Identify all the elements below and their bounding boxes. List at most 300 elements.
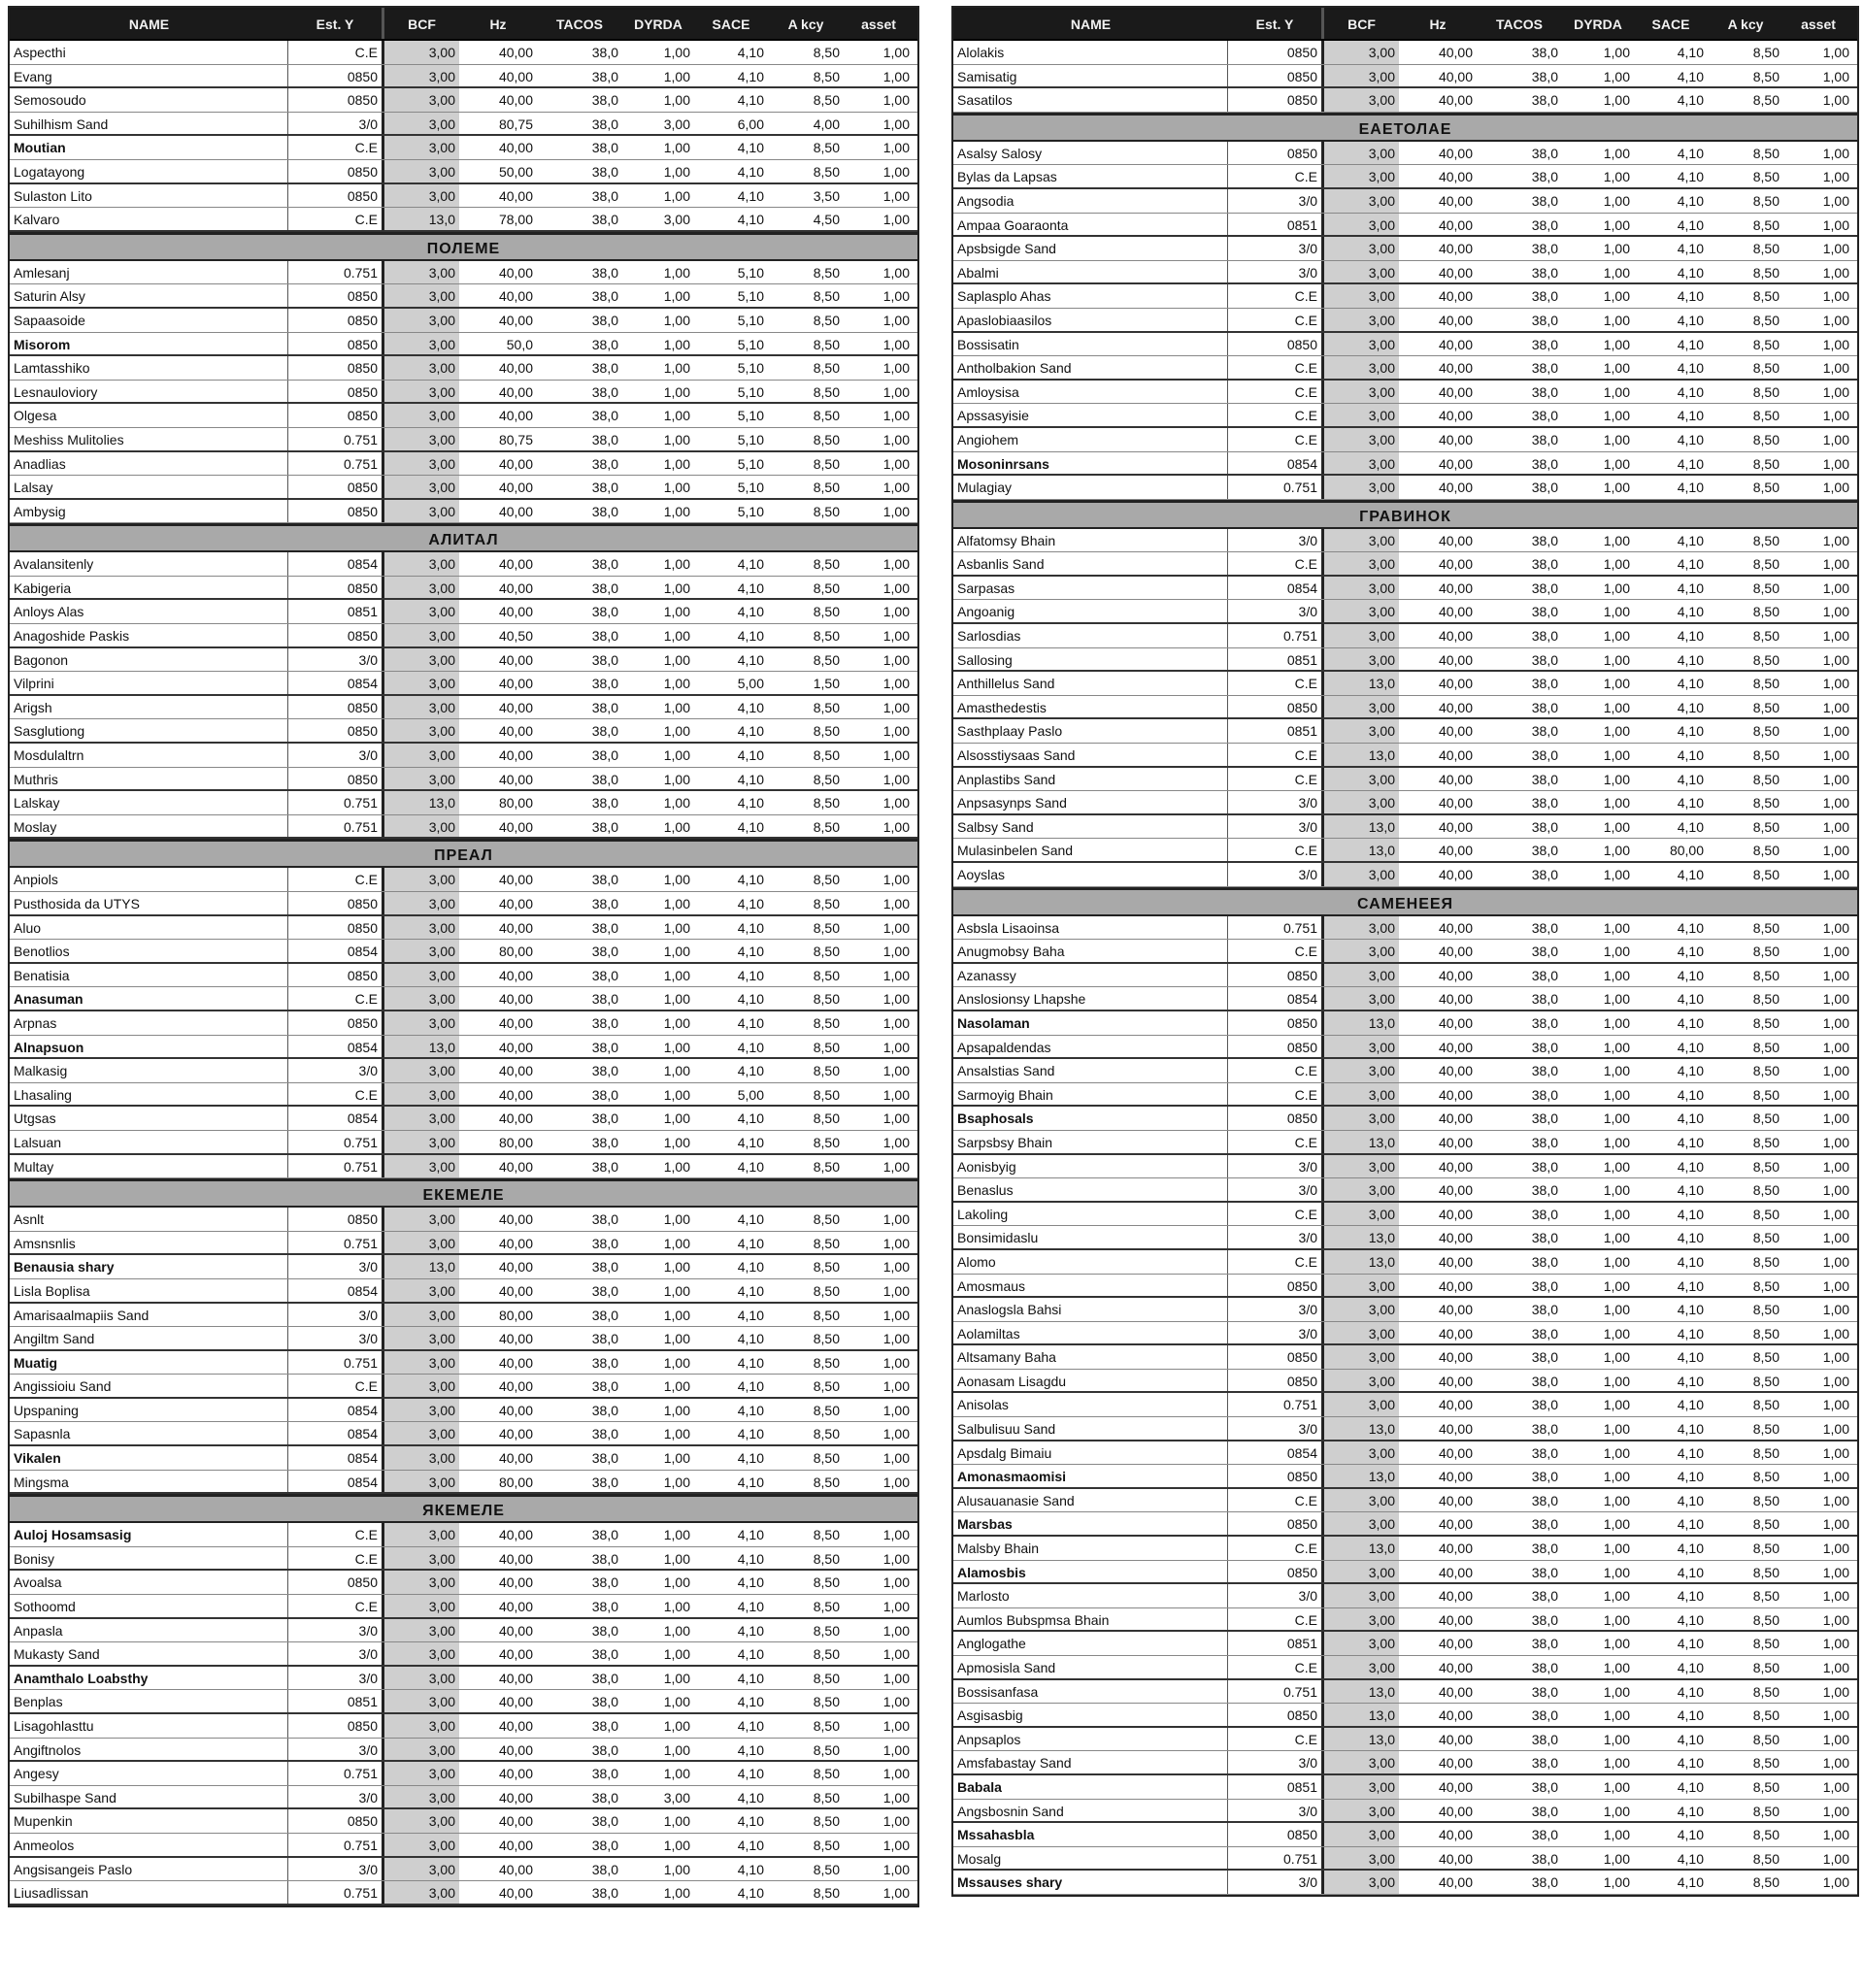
row-value: 8,50	[1752, 1086, 1780, 1103]
row-value: 40,00	[1438, 480, 1473, 496]
row-value: 0850	[347, 771, 378, 787]
row-value: 40,00	[1438, 431, 1473, 447]
row-value: 3,00	[382, 160, 459, 182]
row-value: 3/0	[1298, 867, 1317, 882]
row-name: Sasglutiong	[10, 719, 288, 742]
row-value: 38,0	[591, 556, 618, 573]
row-value: 5,10	[737, 408, 764, 424]
row-value: 1,00	[882, 1450, 910, 1467]
row-value: 38,0	[1531, 68, 1558, 84]
row-value: 1,00	[1603, 145, 1630, 161]
table-row	[10, 719, 917, 744]
table-row	[10, 160, 917, 184]
row-name: Pusthosida da UTYS	[10, 892, 288, 914]
row-value: 1,00	[1603, 68, 1630, 84]
row-value: 38,0	[1531, 1014, 1558, 1031]
row-value: 4,10	[737, 699, 764, 715]
table-row	[10, 696, 917, 720]
row-value: 1,00	[882, 1837, 910, 1853]
column-header: A kcy	[1727, 17, 1764, 32]
row-value: 8,50	[813, 818, 840, 835]
table-row	[953, 1656, 1857, 1680]
row-value: 0850	[1286, 45, 1317, 60]
row-value: 38,0	[591, 1134, 618, 1150]
row-name: Benausia shary	[10, 1255, 288, 1278]
table-row	[953, 1345, 1857, 1370]
row-value: 3,00	[663, 1789, 690, 1806]
row-value: 40,00	[1438, 241, 1473, 257]
row-value: 1,00	[663, 1307, 690, 1323]
row-value: 1,00	[663, 1694, 690, 1710]
row-value: 1,00	[663, 1474, 690, 1490]
row-value: 1,00	[1822, 628, 1849, 645]
row-value: 0850	[347, 1718, 378, 1734]
row-value: 1,00	[882, 312, 910, 328]
row-value: 0854	[347, 1282, 378, 1299]
section-title: ЕАЕТОЛАЕ	[953, 113, 1857, 142]
row-value: 13,0	[1321, 672, 1399, 695]
row-value: 4,10	[1677, 1660, 1704, 1675]
row-value: 1,00	[1603, 944, 1630, 960]
row-name: Arigsh	[10, 696, 288, 719]
row-value: 38,0	[591, 1086, 618, 1103]
row-value: 1,00	[663, 163, 690, 180]
row-value: 40,00	[1438, 532, 1473, 548]
table-row	[953, 1059, 1857, 1083]
row-value: 40,00	[498, 1158, 533, 1175]
row-value: 8,50	[813, 1063, 840, 1079]
row-value: 1,00	[1822, 867, 1849, 882]
row-value: C.E	[1294, 1731, 1317, 1747]
row-value: 8,50	[1752, 1827, 1780, 1843]
row-value: 40,00	[1438, 795, 1473, 812]
row-value: 8,50	[1752, 1874, 1780, 1891]
row-value: 1,00	[663, 1110, 690, 1127]
row-value: 1,00	[1603, 843, 1630, 859]
row-value: 40,00	[1438, 45, 1473, 60]
row-value: 1,00	[1603, 1588, 1630, 1605]
row-value: C.E	[1294, 408, 1317, 424]
row-value: 1,00	[1603, 628, 1630, 645]
row-value: 3,00	[1321, 1775, 1399, 1799]
row-value: 4,10	[1677, 1778, 1704, 1795]
table-row	[953, 815, 1857, 840]
row-value: 3,00	[1321, 1656, 1399, 1678]
row-value: 3,00	[382, 356, 459, 380]
row-value: 40,00	[1438, 408, 1473, 424]
row-name: Apsapaldendas	[953, 1036, 1228, 1058]
row-value: 1,00	[663, 628, 690, 645]
row-value: 40,00	[1438, 676, 1473, 692]
row-value: 0.751	[1282, 1850, 1317, 1867]
row-value: 1,00	[882, 360, 910, 377]
row-value: 40,00	[1438, 1731, 1473, 1747]
row-value: 1,00	[663, 1527, 690, 1543]
row-value: 3,00	[382, 768, 459, 790]
row-value: 0850	[1286, 1110, 1317, 1127]
row-value: 3,00	[382, 815, 459, 838]
row-value: 3/0	[1298, 604, 1317, 620]
row-value: 80,75	[498, 431, 533, 447]
row-name: Moslay	[10, 815, 288, 838]
row-value: 38,0	[591, 140, 618, 156]
row-value: 38,0	[591, 312, 618, 328]
row-value: 38,0	[1531, 699, 1558, 715]
table-row	[10, 815, 917, 840]
row-value: 1,00	[663, 288, 690, 305]
row-value: 8,50	[813, 408, 840, 424]
row-value: 8,50	[1752, 1349, 1780, 1366]
row-value: 3,00	[1321, 1751, 1399, 1773]
row-name: Suhilhism Sand	[10, 113, 288, 135]
column-header: DYRDA	[634, 17, 682, 32]
row-value: 3,00	[382, 136, 459, 159]
row-name: Bossisanfasa	[953, 1680, 1228, 1704]
table-row	[953, 768, 1857, 792]
row-value: 8,50	[1752, 1850, 1780, 1867]
row-value: 80,00	[498, 1307, 533, 1323]
row-value: 3,00	[382, 1327, 459, 1349]
row-value: 1,00	[1822, 1014, 1849, 1031]
row-value: 1,00	[1822, 1778, 1849, 1795]
row-value: 38,0	[591, 408, 618, 424]
row-value: 0850	[1286, 1469, 1317, 1485]
row-value: 1,00	[1822, 360, 1849, 377]
row-name: Bylas da Lapsas	[953, 165, 1228, 187]
row-value: 8,50	[813, 455, 840, 472]
row-value: 1,00	[1822, 604, 1849, 620]
row-value: 1,00	[882, 1134, 910, 1150]
table-row	[953, 261, 1857, 285]
row-value: 3,00	[1321, 237, 1399, 260]
row-name: Aonasam Lisagdu	[953, 1370, 1228, 1392]
row-value: 8,50	[1752, 1134, 1780, 1150]
row-value: 4,10	[1677, 699, 1704, 715]
table-row	[10, 791, 917, 815]
row-value: 1,00	[882, 1474, 910, 1490]
row-value: 40,00	[1438, 1039, 1473, 1055]
row-value: 1,00	[882, 1282, 910, 1299]
row-name: Anpsasynps Sand	[953, 791, 1228, 813]
row-value: 1,00	[663, 1426, 690, 1442]
row-value: 3,00	[1321, 863, 1399, 886]
row-name: Asnlt	[10, 1208, 288, 1231]
row-value: 1,00	[1603, 431, 1630, 447]
row-value: 1,00	[882, 1307, 910, 1323]
row-value: 3,00	[382, 1399, 459, 1422]
row-value: C.E	[354, 1550, 378, 1567]
row-value: 0854	[347, 1039, 378, 1055]
row-value: 1,00	[882, 991, 910, 1008]
column-header: TACOS	[1496, 17, 1543, 32]
row-name: Amsnsnlis	[10, 1232, 288, 1254]
section-title: АЛИТАЛ	[10, 523, 917, 552]
row-value: 3,00	[382, 333, 459, 355]
row-value: 1,00	[1603, 919, 1630, 936]
row-value: 8,50	[813, 1622, 840, 1639]
row-value: 8,50	[1752, 1660, 1780, 1675]
row-value: 3,00	[382, 1786, 459, 1808]
row-value: 0850	[347, 580, 378, 596]
row-value: 0.751	[1282, 1397, 1317, 1413]
row-value: 5,10	[737, 288, 764, 305]
row-value: 1,00	[882, 45, 910, 60]
row-name: Anasuman	[10, 987, 288, 1010]
row-value: 4,10	[1677, 1063, 1704, 1079]
row-value: 8,50	[813, 747, 840, 764]
row-value: 4,10	[1677, 1110, 1704, 1127]
row-value: 1,00	[663, 1550, 690, 1567]
table-row	[953, 1083, 1857, 1108]
row-value: 4,10	[737, 872, 764, 888]
row-value: 13,0	[382, 1036, 459, 1058]
row-name: Anplastibs Sand	[953, 768, 1228, 791]
table-row	[953, 452, 1857, 477]
row-value: 3,00	[1321, 577, 1399, 600]
row-value: 4,10	[1677, 1731, 1704, 1747]
row-value: C.E	[1294, 1541, 1317, 1557]
row-value: 3/0	[1298, 1421, 1317, 1438]
header-row	[10, 8, 917, 41]
row-value: 4,10	[737, 1813, 764, 1830]
row-value: 4,10	[1677, 1827, 1704, 1843]
row-value: 3,00	[382, 1471, 459, 1493]
row-value: 38,0	[1531, 1444, 1558, 1461]
table-row	[10, 648, 917, 673]
row-value: 1,00	[1603, 1755, 1630, 1772]
table-row	[953, 284, 1857, 309]
row-value: 0850	[1286, 336, 1317, 352]
row-name: Angoanig	[953, 600, 1228, 622]
row-name: Ambysig	[10, 500, 288, 523]
row-value: 3,00	[1321, 940, 1399, 962]
row-value: 1,00	[1822, 556, 1849, 573]
row-value: 40,00	[1438, 1158, 1473, 1175]
row-value: 3,00	[1321, 428, 1399, 451]
row-value: 8,50	[1752, 1611, 1780, 1628]
row-value: 1,00	[882, 1378, 910, 1395]
row-value: 0850	[347, 68, 378, 84]
row-value: 4,10	[1677, 1469, 1704, 1485]
column-header: NAME	[128, 17, 170, 32]
row-value: 0850	[347, 1211, 378, 1228]
row-value: 3,00	[382, 1083, 459, 1106]
table-row	[10, 1375, 917, 1399]
row-value: 1,00	[1603, 795, 1630, 812]
row-value: 13,0	[1321, 1417, 1399, 1440]
row-value: 3,00	[1321, 1871, 1399, 1894]
row-value: 3,00	[1321, 1322, 1399, 1344]
row-value: 3,00	[1321, 1298, 1399, 1321]
row-name: Anpiols	[10, 868, 288, 891]
table-row	[953, 1728, 1857, 1752]
row-name: Anaslogsla Bahsi	[953, 1298, 1228, 1321]
row-value: 40,00	[498, 1813, 533, 1830]
row-value: 3,00	[382, 1739, 459, 1761]
row-value: 4,10	[1677, 1421, 1704, 1438]
table-row	[953, 552, 1857, 577]
table-row	[10, 261, 917, 285]
row-name: Marsbas	[953, 1512, 1228, 1535]
column-header: A kcy	[787, 17, 824, 32]
table-row	[10, 1642, 917, 1667]
row-value: 1,00	[1822, 1541, 1849, 1557]
row-value: 1,00	[1603, 312, 1630, 328]
row-value: 8,50	[1752, 580, 1780, 596]
row-value: 38,0	[591, 1766, 618, 1782]
row-value: 1,00	[882, 699, 910, 715]
table-row	[953, 404, 1857, 428]
row-value: 8,50	[813, 1789, 840, 1806]
row-value: 3/0	[1298, 1302, 1317, 1318]
row-value: 38,0	[1531, 1421, 1558, 1438]
column-header: DYRDA	[1574, 17, 1622, 32]
table-row	[953, 237, 1857, 261]
row-value: 3,00	[1321, 165, 1399, 187]
row-value: 0851	[1286, 1636, 1317, 1652]
table-row	[10, 1739, 917, 1763]
row-value: 3/0	[1298, 1230, 1317, 1246]
row-value: 1,00	[1603, 967, 1630, 983]
row-value: 1,00	[663, 651, 690, 668]
row-value: 4,10	[737, 1354, 764, 1371]
table-row	[10, 577, 917, 601]
row-value: 3,00	[382, 1690, 459, 1712]
row-value: 8,50	[1752, 1182, 1780, 1199]
row-value: 0850	[347, 699, 378, 715]
table-row	[10, 208, 917, 232]
row-value: 0850	[347, 288, 378, 305]
row-value: 3,00	[382, 1155, 459, 1178]
row-value: 3,00	[1321, 41, 1399, 64]
row-value: 3,00	[382, 1714, 459, 1738]
row-value: 3,00	[1321, 719, 1399, 743]
row-value: 38,0	[591, 896, 618, 911]
row-value: 38,0	[591, 1331, 618, 1347]
row-value: 8,50	[1752, 747, 1780, 764]
row-value: 8,50	[1752, 1253, 1780, 1270]
row-value: 4,10	[1677, 336, 1704, 352]
row-value: 1,00	[1822, 68, 1849, 84]
row-value: 0850	[347, 187, 378, 204]
row-value: 3,00	[382, 1858, 459, 1881]
row-name: Alnapsuon	[10, 1036, 288, 1058]
row-name: Logatayong	[10, 160, 288, 182]
row-value: 0851	[347, 604, 378, 620]
row-value: 8,50	[813, 68, 840, 84]
row-value: 4,10	[737, 944, 764, 960]
row-value: 1,00	[1822, 1874, 1849, 1891]
table-row	[953, 648, 1857, 673]
row-value: 40,00	[1438, 1086, 1473, 1103]
row-value: 1,00	[1822, 699, 1849, 715]
table-row	[953, 1704, 1857, 1728]
table-row	[953, 309, 1857, 333]
column-header: SACE	[712, 17, 750, 32]
row-value: 3,00	[382, 1547, 459, 1570]
row-value: 38,0	[1531, 967, 1558, 983]
row-value: 1,00	[663, 383, 690, 400]
row-value: 8,50	[1752, 771, 1780, 787]
row-value: 38,0	[1531, 455, 1558, 472]
row-value: 40,00	[498, 1527, 533, 1543]
row-value: 4,10	[1677, 1086, 1704, 1103]
row-value: 1,00	[1603, 1421, 1630, 1438]
row-value: 4,10	[737, 1402, 764, 1418]
row-value: 4,10	[1677, 1325, 1704, 1342]
table-row	[953, 1178, 1857, 1203]
row-value: 1,00	[882, 1622, 910, 1639]
row-value: 4,10	[1677, 944, 1704, 960]
row-value: 40,00	[1438, 1660, 1473, 1675]
row-value: 38,0	[1531, 312, 1558, 328]
row-name: Asbsla Lisaoinsa	[953, 916, 1228, 940]
table-row	[953, 1680, 1857, 1705]
table-row	[10, 1279, 917, 1304]
row-value: 40,00	[1438, 1421, 1473, 1438]
row-value: 1,00	[882, 919, 910, 936]
row-value: 40,00	[1438, 336, 1473, 352]
row-name: Altsamany Baha	[953, 1345, 1228, 1369]
row-value: 0854	[347, 1402, 378, 1418]
row-value: 4,10	[737, 1474, 764, 1490]
row-value: 3,00	[382, 940, 459, 962]
row-value: 38,0	[591, 503, 618, 519]
row-value: 0850	[1286, 1516, 1317, 1533]
row-name: Mosoninrsans	[953, 452, 1228, 475]
row-name: Kabigeria	[10, 577, 288, 599]
row-value: 1,00	[663, 556, 690, 573]
row-value: 1,00	[663, 991, 690, 1008]
row-value: 38,0	[1531, 1302, 1558, 1318]
row-value: 38,0	[591, 919, 618, 936]
row-value: 8,50	[1752, 1039, 1780, 1055]
table-row	[10, 452, 917, 477]
row-value: 3/0	[1298, 192, 1317, 209]
row-value: 38,0	[1531, 145, 1558, 161]
row-value: 38,0	[591, 1789, 618, 1806]
row-value: 1,00	[882, 556, 910, 573]
table-row	[10, 1304, 917, 1328]
row-value: 1,00	[1603, 1373, 1630, 1389]
row-value: 8,50	[1752, 1803, 1780, 1819]
row-value: 8,50	[813, 92, 840, 109]
row-value: 38,0	[591, 1211, 618, 1228]
row-value: 1,00	[882, 872, 910, 888]
row-value: 40,00	[1438, 1874, 1473, 1891]
row-value: 40,00	[498, 651, 533, 668]
table-row	[953, 1441, 1857, 1466]
row-value: 40,00	[1438, 1206, 1473, 1222]
row-value: 13,0	[1321, 1465, 1399, 1487]
row-value: 40,00	[1438, 145, 1473, 161]
table-row	[953, 719, 1857, 744]
row-value: 4,10	[737, 1694, 764, 1710]
row-value: 8,50	[813, 264, 840, 281]
table-row	[953, 1847, 1857, 1872]
row-value: 0850	[347, 919, 378, 936]
row-name: Alamosbis	[953, 1561, 1228, 1583]
row-name: Mingsma	[10, 1471, 288, 1493]
row-value: 4,10	[1677, 1206, 1704, 1222]
row-name: Sapasnla	[10, 1422, 288, 1444]
row-name: Kalvaro	[10, 208, 288, 230]
row-value: 1,00	[1603, 1850, 1630, 1867]
row-value: 40,00	[498, 408, 533, 424]
row-name: Vilprini	[10, 672, 288, 694]
left-table	[8, 6, 919, 1907]
row-value: 1,00	[1822, 818, 1849, 835]
